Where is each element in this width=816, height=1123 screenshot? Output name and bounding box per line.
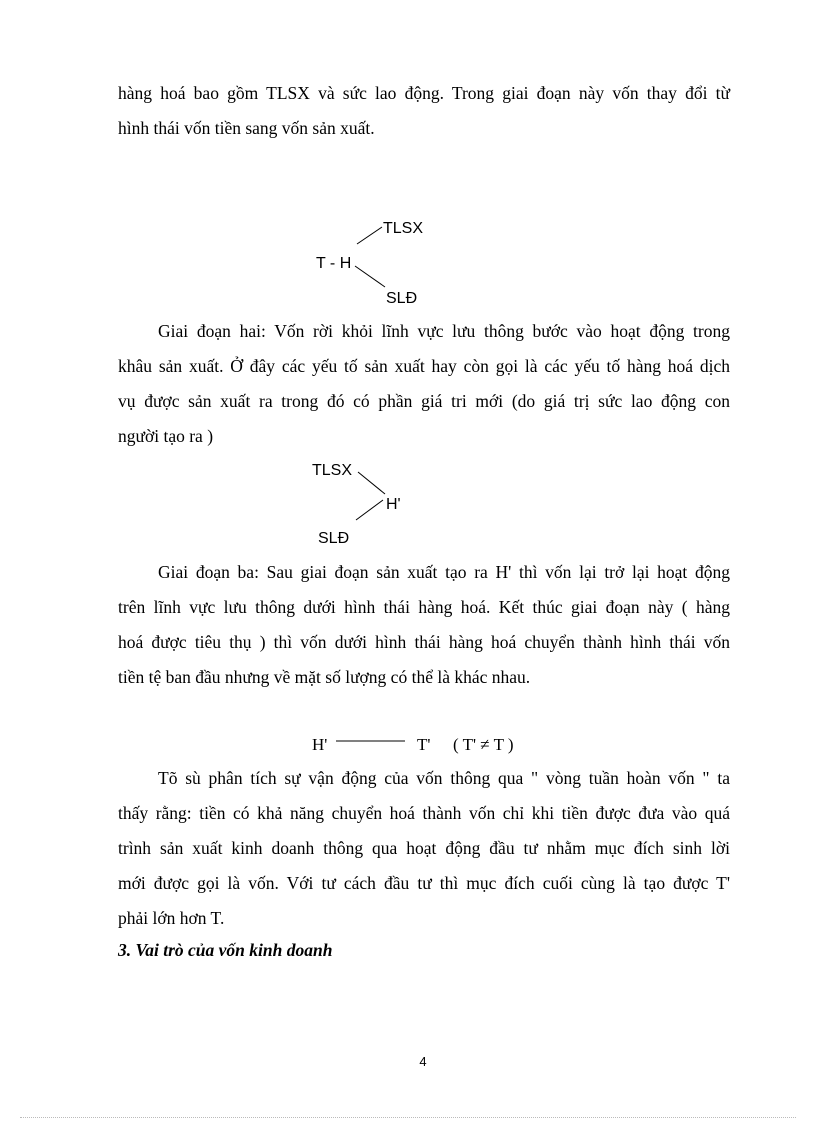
diagram-1-lower-branch (355, 266, 385, 287)
paragraph-line: Tõ sù phân tích sự vận động của vốn thông qua " vòng tuần hoàn vốn " ta (158, 768, 730, 788)
paragraph-3 (118, 555, 730, 695)
paragraph-line: khâu sản xuất. Ở đây các yếu tố sản xuất hay còn gọi là các yếu tố hàng hoá dịch (118, 356, 730, 376)
formula-left: H' (312, 735, 328, 754)
paragraph-line: tiền tệ ban đầu nhưng về mặt số lượng có thể là khác nhau. (118, 667, 531, 687)
diagram-1-left-label: T - H (316, 255, 352, 272)
diagram-2-bottom-label: SLĐ (318, 530, 350, 547)
diagram-2-top-label: TLSX (312, 462, 353, 479)
paragraph-line: trên lĩnh vực lưu thông dưới hình thái hàng hoá. Kết thúc giai đoạn này ( hàng (118, 597, 730, 617)
formula-right: T' (417, 735, 431, 754)
paragraph-line: hình thái vốn tiền sang vốn sản xuất. (118, 118, 375, 138)
paragraph-4 (118, 761, 730, 936)
page-number: 4 (419, 1054, 427, 1069)
formula-condition: ( T' ≠ T ) (453, 735, 514, 754)
paragraph-line: thấy rằng: tiền có khả năng chuyển hoá thành vốn chỉ khi tiền được đưa vào quá (118, 803, 730, 823)
paragraph-line: Giai đoạn hai: Vốn rời khỏi lĩnh vực lưu thông bước vào hoạt động trong (158, 321, 730, 341)
paragraph-line: hoá được tiêu thụ ) thì vốn dưới hình thái hàng hoá chuyển thành hình thái vốn (118, 632, 730, 652)
paragraph-line: người tạo ra ) (118, 426, 214, 446)
paragraph-line: mới được gọi là vốn. Với tư cách đầu tư thì mục đích cuối cùng là tạo được T' (118, 873, 730, 893)
paragraph-line: Giai đoạn ba: Sau giai đoạn sản xuất tạo ra H' thì vốn lại trở lại hoạt động (158, 562, 730, 582)
diagram-2-upper-branch (358, 472, 385, 494)
diagram-1-bottom-label: SLĐ (386, 290, 418, 307)
paragraph-line: vụ được sản xuất ra trong đó có phần giá tri mới (do giá trị sức lao động con (118, 391, 730, 411)
page-bottom-divider (20, 1117, 796, 1118)
paragraph-1 (118, 76, 730, 146)
diagram-2-right-label: H' (386, 496, 401, 513)
paragraph-2 (118, 314, 730, 454)
diagram-1-top-label: TLSX (383, 220, 424, 237)
paragraph-line: phải lớn hơn T. (118, 908, 225, 928)
section-heading: 3. Vai trò của vốn kinh doanh (118, 940, 333, 960)
diagram-1-upper-branch (357, 227, 382, 244)
paragraph-line: trình sản xuất kinh doanh thông qua hoạt động đầu tư nhằm mục đích sinh lời (118, 838, 730, 858)
diagram-2-lower-branch (356, 500, 383, 520)
paragraph-line: hàng hoá bao gồm TLSX và sức lao động. Trong giai đoạn này vốn thay đổi từ (118, 83, 730, 103)
